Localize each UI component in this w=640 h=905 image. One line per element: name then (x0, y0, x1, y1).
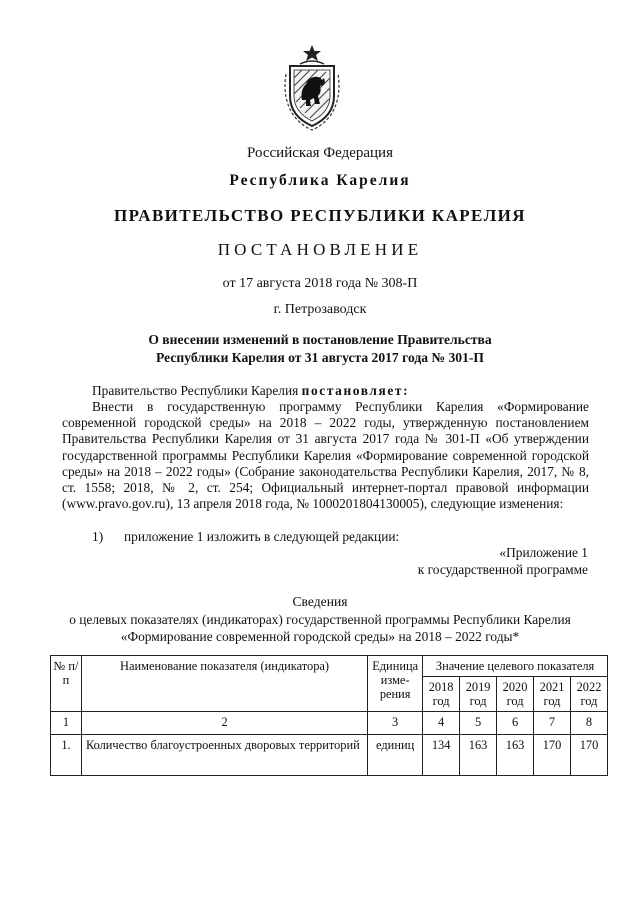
index-cell: 4 (423, 712, 460, 735)
header-unit-line-1: Единица (372, 659, 419, 673)
city-name: г. Петрозаводск (273, 302, 367, 317)
table-header-row (51, 656, 608, 677)
row-value: 163 (497, 735, 534, 776)
header-unit-line-2: изме-рения (379, 673, 411, 701)
header-year: 2022 год (571, 677, 608, 712)
index-cell: 3 (368, 712, 423, 735)
item-text: приложение 1 изложить в следующей редакции: (124, 529, 400, 544)
row-value: 134 (423, 735, 460, 776)
intro-action: постановляет: (301, 383, 410, 398)
country-name: Российская Федерация (247, 145, 393, 161)
row-value: 170 (534, 735, 571, 776)
header-unit (368, 656, 423, 712)
header-year: 2019 год (460, 677, 497, 712)
subject-line-1: О внесении изменений в постановление Правительства (148, 332, 492, 347)
indicators-table (50, 655, 608, 776)
intro-paragraph (62, 383, 589, 399)
document-type: ПОСТАНОВЛЕНИЕ (217, 240, 423, 259)
index-cell: 5 (460, 712, 497, 735)
row-unit: единиц (368, 735, 423, 776)
index-cell: 8 (571, 712, 608, 735)
header-num: № п/п (51, 656, 82, 712)
decree-subject (0, 331, 640, 367)
svedeniya-line-2: «Формирование современной городской среды» на 2018 – 2022 годы* (120, 629, 520, 644)
government-title: ПРАВИТЕЛЬСТВО РЕСПУБЛИКИ КАРЕЛИЯ (114, 206, 526, 225)
svedeniya-line-1: о целевых показателях (индикаторах) государственной программы Республики Карелия (69, 612, 571, 627)
decree-date-number: от 17 августа 2018 года № 308-П (222, 276, 418, 291)
header-values: Значение целевого показателя (423, 656, 608, 677)
coat-of-arms-icon (280, 44, 344, 134)
table-index-row (51, 712, 608, 735)
header-year: 2021 год (534, 677, 571, 712)
row-number: 1. (51, 735, 82, 776)
table-row (51, 735, 608, 776)
republic-name: Республика Карелия (229, 172, 411, 189)
index-cell: 1 (51, 712, 82, 735)
header-year: 2018 год (423, 677, 460, 712)
item-number: 1) (92, 529, 104, 544)
annex-title: «Приложение 1 (499, 545, 588, 560)
row-indicator-name: Количество благоустроенных дворовых территорий (81, 735, 367, 776)
index-cell: 2 (81, 712, 367, 735)
header-name: Наименование показателя (индикатора) (81, 656, 367, 712)
svedeniya-title: Сведения (292, 594, 348, 609)
intro-prefix: Правительство Республики Карелия (92, 383, 302, 398)
header-year: 2020 год (497, 677, 534, 712)
annex-reference: к государственной программе (417, 562, 588, 577)
row-value: 163 (460, 735, 497, 776)
index-cell: 7 (534, 712, 571, 735)
main-paragraph: Внести в государственную программу Республики Карелия «Формирование современной городской среды» на 2018 – 2022 годы, утвержденную постановлением Правительства Республики Карелия от 31 августа 2017 года № 301-П «Об утверждении государственной программы Республики Карелия «Формирование современной городской среды» на 2018 – 2022 годы» (Собрание законодательства Республики Карелия, 2017, № 8, ст. 1558; 2018, № 2, ст. 254; Официальный интернет-портал правовой информации (www.pravo.gov.ru), 13 апреля 2018 года, № 1000201804130005), следующие изменения: (62, 399, 589, 512)
row-value: 170 (571, 735, 608, 776)
index-cell: 6 (497, 712, 534, 735)
subject-line-2: Республики Карелия от 31 августа 2017 года № 301-П (156, 350, 484, 365)
